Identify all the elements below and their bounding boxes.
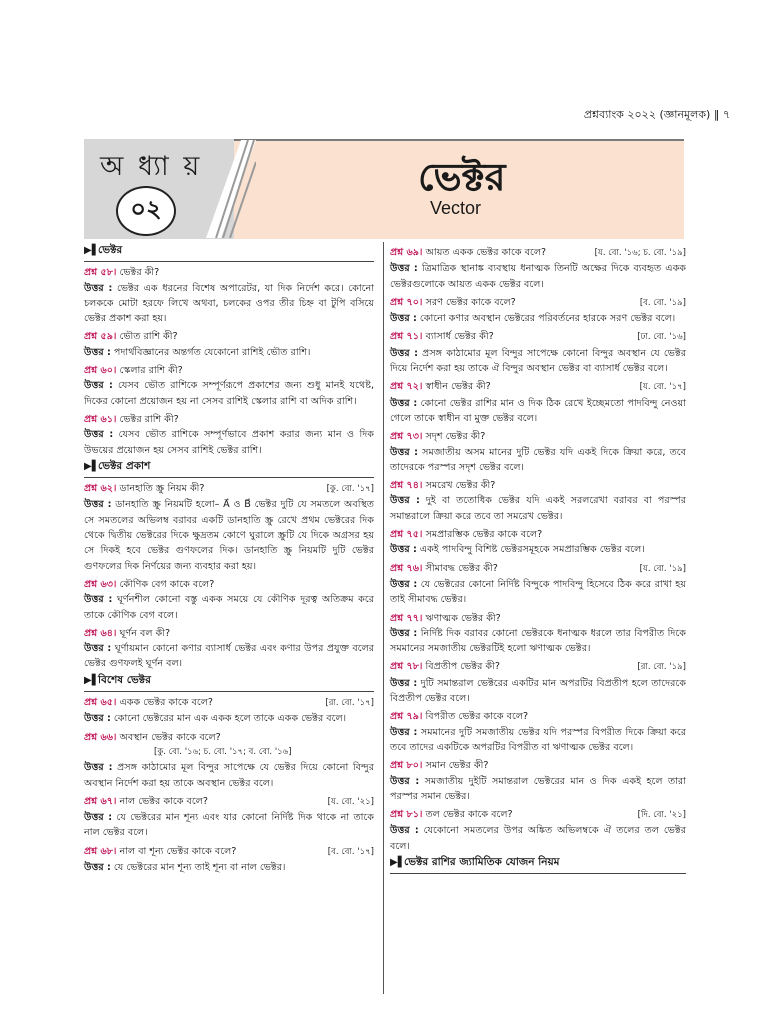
question-text <box>390 245 591 260</box>
section-heading <box>84 243 374 262</box>
answer-text: যে ভেক্টরের মান শূন্য এবং যার কোনো নির্দিষ্ট দিক থাকে না তাকে নাল ভেক্টর বলে। <box>84 812 374 839</box>
answer <box>390 577 686 608</box>
question-number: প্রশ্ন ৭৭। <box>390 612 423 624</box>
question-body: ভেক্টর কী? <box>119 267 160 279</box>
answer-label: উত্তর : <box>390 495 420 507</box>
section-title: ভেক্টর <box>98 244 123 256</box>
answer-text: প্রসঙ্গ কাঠামোর মূল বিন্দুর সাপেক্ষে কোনো বিন্দুর অবস্থান যে ভেক্টর দিয়ে নির্দেশ করা হয় তাকে ঐ বিন্দুর অবস্থান ভেক্টর বা ব্যাসার্ধ ভেক্টর বলে। <box>390 347 686 375</box>
answer-label: উত্তর : <box>390 677 418 689</box>
question-number: প্রশ্ন ৭০। <box>390 296 423 308</box>
question-body: একক ভেক্টর কাকে বলে? <box>119 697 213 709</box>
question <box>84 695 374 711</box>
answer <box>84 378 374 409</box>
answer <box>390 493 686 524</box>
answer <box>84 860 374 875</box>
answer <box>390 445 686 476</box>
question-body: ভৌত রাশি কী? <box>119 331 178 343</box>
question-body: ব্যাসার্ধ ভেক্টর কী? <box>425 331 494 343</box>
question-source: [ঢা. বো. '১৬] <box>637 332 686 343</box>
question-body: বিপ্রতীপ ভেক্টর কী? <box>425 661 500 673</box>
question-number: প্রশ্ন ৫৮। <box>84 267 117 279</box>
answer-text: প্রসঙ্গ কাঠামোর মূল বিন্দুর সাপেক্ষে যে ভেক্টর দিয়ে কোনো বিন্দুর অবস্থান নির্দেশ করা হয় তাকে অবস্থান ভেক্টর বলে। <box>84 762 374 789</box>
question-text <box>84 730 374 745</box>
answer-label: উত্তর : <box>84 812 113 824</box>
question-text <box>390 659 633 674</box>
question <box>390 429 686 444</box>
answer-text: নির্দিষ্ট দিক বরাবর কোনো ভেক্টরকে ধনাত্মক ধরলে তার বিপরীত দিকে সমমানের সমজাতীয় ভেক্টরটিই হলো ঋণাত্মক ভেক্টর। <box>390 627 686 655</box>
answer <box>84 592 374 623</box>
question-body: সদৃশ ভেক্টর কী? <box>425 431 486 443</box>
question-text <box>84 481 323 496</box>
question <box>390 807 686 823</box>
answer-text: যে ভেক্টরের কোনো নির্দিষ্ট বিন্দুকে পাদবিন্দু হিসেবে ঠিক করে রাখা হয় তাই সীমাবদ্ধ ভেক্টর। <box>390 578 686 606</box>
double-arrow-icon: ▶▌ <box>84 245 100 256</box>
answer-text: সমজাতীয় দুইটি সমান্তরাল ভেক্টরের মান ও দিক একই হলে তারা পরস্পর সমান ভেক্টর। <box>390 775 686 802</box>
question <box>390 561 686 577</box>
answer-label: উত্তর : <box>390 347 418 359</box>
question-body: ডানহাতি স্ক্রু নিয়ম কী? <box>119 483 205 495</box>
question-body: ঋণাত্মক ভেক্টর কী? <box>425 612 501 624</box>
double-arrow-icon: ▶▌ <box>84 674 100 686</box>
question-text <box>84 412 374 427</box>
decorative-slashes-icon <box>196 140 256 238</box>
answer-text: যে ভেক্টরের মান শূন্য তাই শূন্য বা নাল ভেক্টর। <box>113 861 286 873</box>
answer-text: যেসব ভৌত রাশিকে সম্পূর্ণভাবে প্রকাশ করার জন্য মান ও দিক উভয়ের প্রয়োজন হয় সেসব রাশিই ভেক্টর রাশি। <box>84 429 374 456</box>
answer <box>390 823 686 854</box>
chapter-number: ০২ <box>116 186 176 236</box>
question-number: প্রশ্ন ৬১। <box>84 413 117 425</box>
answer-text: ত্রিমাত্রিক স্থানাঙ্ক ব্যবস্থায় ধনাত্মক তিনটি অক্ষের দিকে ব্যবহৃত একক ভেক্টরগুলোকে আয়ত একক ভেক্টর বলে। <box>390 263 686 290</box>
answer-label: উত্তর : <box>390 313 417 325</box>
question-text <box>84 577 374 592</box>
question-body: ঘূর্ণন বল কী? <box>119 627 171 639</box>
answer-text: যেকোনো সমতলের উপর অঙ্কিত অভিলম্বকে ঐ তলের তল ভেক্টর বলে। <box>390 825 686 852</box>
question-body: তল ভেক্টর কাকে বলে? <box>425 809 513 821</box>
question-body: নাল ভেক্টর কাকে বলে? <box>119 795 208 807</box>
answer-text: কোনো ভেক্টরের মান এক একক হলে তাকে একক ভেক্টর বলে। <box>113 713 347 725</box>
question-number: প্রশ্ন ৭৩। <box>390 431 423 443</box>
question-body: সমান ভেক্টর কী? <box>425 760 489 772</box>
question-body: সমপ্রারম্ভিক ভেক্টর কাকে বলে? <box>425 529 543 541</box>
section-heading <box>84 459 374 478</box>
question <box>390 329 686 345</box>
answer-label: উত্তর : <box>84 499 112 511</box>
answer <box>390 542 686 557</box>
question-text <box>390 429 686 444</box>
answer-label: উত্তর : <box>84 380 113 392</box>
answer <box>390 311 686 326</box>
left-column <box>84 242 374 875</box>
question-text <box>84 363 374 378</box>
answer <box>84 345 374 360</box>
question <box>390 295 686 311</box>
question-body: নাল বা শূন্য ভেক্টর কাকে বলে? <box>119 845 237 857</box>
question-body: স্বাধীন ভেক্টর কী? <box>425 381 491 393</box>
answer <box>390 396 686 427</box>
question-number: প্রশ্ন ৬৭। <box>84 795 117 807</box>
answer-label: উত্তর : <box>390 446 418 458</box>
answer <box>390 774 686 805</box>
answer-text: পদার্থবিজ্ঞানের অন্তর্গত যেকোনো রাশিই ভৌত রাশি। <box>113 346 311 358</box>
question-source: [য. বো. '১৯] <box>639 563 686 574</box>
question <box>84 481 374 497</box>
section-title: ভেক্টর রাশির জ্যামিতিক যোজন নিয়ম <box>404 855 560 868</box>
answer <box>84 711 374 726</box>
question-body: সরণ ভেক্টর কাকে বলে? <box>425 296 516 308</box>
answer-label: উত্তর : <box>390 825 419 837</box>
answer-text: যেসব ভৌত রাশিকে সম্পূর্ণরূপে প্রকাশের জন্য শুধু মানই যথেষ্ট, দিকের কোনো প্রয়োজন হয় না সেসব রাশিই স্কেলার রাশি বা অদিক রাশি। <box>84 380 374 407</box>
question-number: প্রশ্ন ৭১। <box>390 331 423 343</box>
question-number: প্রশ্ন ৭২। <box>390 381 423 393</box>
question-source: [কু. বো. '১৭] <box>326 484 374 495</box>
question-number: প্রশ্ন ৬২। <box>84 483 117 495</box>
answer-label: উত্তর : <box>84 346 111 358</box>
answer <box>84 760 374 791</box>
question-text <box>84 794 324 809</box>
question-text <box>84 626 374 641</box>
question-text <box>390 478 686 493</box>
section-title: বিশেষ ভেক্টর <box>98 673 151 686</box>
question-source-extra: [কু. বো. '১৬; চ. বো. '১৭; ব. বো. '১৬] <box>154 746 292 757</box>
double-arrow-icon: ▶▌ <box>390 856 406 868</box>
question-text <box>390 527 686 542</box>
question-body: কৌণিক বেগ কাকে বলে? <box>119 578 215 590</box>
question-number: প্রশ্ন ৭৫। <box>390 529 423 541</box>
question-source: [য. বো. '১৬; চ. বো. '১৯] <box>594 248 686 258</box>
question-text <box>390 758 686 773</box>
answer-label: উত্তর : <box>390 627 418 639</box>
answer <box>390 626 686 657</box>
question-number: প্রশ্ন ৭৯। <box>390 711 423 723</box>
chapter-subtitle: Vector <box>430 198 482 218</box>
answer-text: দুই বা ততোধিক ভেক্টর যদি একই সরলরেখা বরাবর বা পরস্পর সমান্তরালে ক্রিয়া করে তবে তা সমরেখ ভেক্টর। <box>390 495 686 522</box>
question-number: প্রশ্ন ৬৩। <box>84 578 117 590</box>
answer-label: উত্তর : <box>390 544 417 556</box>
answer-label: উত্তর : <box>390 726 418 738</box>
running-head: প্রশ্নব্যাংক ২০২২ (জ্ঞানমূলক) ‖ ৭ <box>583 108 730 121</box>
answer-text: ঘূর্ণায়মান কোনো কণার ব্যাসার্ধ ভেক্টর এবং কণার উপর প্রযুক্ত বলের ভেক্টর গুণফলই ঘূর্ণন বল। <box>84 643 374 670</box>
question-number: প্রশ্ন ৬০। <box>84 365 117 377</box>
answer <box>390 676 686 707</box>
answer <box>390 346 686 377</box>
question-text <box>84 695 321 710</box>
question-number: প্রশ্ন ৬৯। <box>390 247 423 258</box>
question <box>390 758 686 773</box>
answer-label: উত্তর : <box>84 861 111 873</box>
question <box>390 478 686 493</box>
answer-label: উত্তর : <box>84 282 113 294</box>
question-text <box>84 265 374 280</box>
answer-text: একই পাদবিন্দু বিশিষ্ট ভেক্টরসমূহকে সমপ্রারম্ভিক ভেক্টর বলে। <box>419 544 645 556</box>
question-number: প্রশ্ন ৬৪। <box>84 627 117 639</box>
question-text <box>390 611 686 626</box>
answer <box>84 497 374 573</box>
answer <box>84 641 374 672</box>
answer-text: সমজাতীয় অসম মানের দুটি ভেক্টর যদি একই দিকে ক্রিয়া করে, তবে তাদেরকে পরস্পর সদৃশ ভেক্টর বলে। <box>390 446 686 473</box>
answer-label: উত্তর : <box>84 762 113 774</box>
question-text <box>84 329 374 344</box>
question <box>84 730 374 745</box>
question <box>84 329 374 344</box>
question-text <box>390 295 636 310</box>
answer <box>84 810 374 841</box>
question-body: আয়ত একক ভেক্টর কাকে বলে? <box>425 247 547 258</box>
question-number: প্রশ্ন ৮১। <box>390 809 423 821</box>
question <box>390 245 686 261</box>
answer <box>84 281 374 327</box>
question-source: [ব. বো. '১৭] <box>327 846 374 857</box>
question <box>84 577 374 592</box>
question <box>84 412 374 427</box>
question <box>84 363 374 378</box>
question-number: প্রশ্ন ৭৪। <box>390 480 423 492</box>
question-source: [য. বো. '২১] <box>327 796 374 807</box>
answer <box>390 725 686 756</box>
question <box>84 794 374 810</box>
answer-label: উত্তর : <box>84 594 113 606</box>
question-number: প্রশ্ন ৮০। <box>390 760 423 772</box>
answer-label: উত্তর : <box>84 713 111 725</box>
answer-label: উত্তর : <box>390 397 418 409</box>
question-number: প্রশ্ন ৭৮। <box>390 661 423 673</box>
section-heading <box>84 673 374 692</box>
answer-text: কোনো কণার অবস্থান ভেক্টরের পরিবর্তনের হারকে সরণ ভেক্টর বলে। <box>419 313 676 325</box>
answer <box>84 427 374 458</box>
question-body: বিপরীত ভেক্টর কাকে বলে? <box>425 711 529 723</box>
question <box>390 611 686 626</box>
question-number: প্রশ্ন ৬৮। <box>84 845 117 857</box>
question-text <box>390 379 636 394</box>
answer-text: কোনো ভেক্টর রাশির মান ও দিক ঠিক রেখে ইচ্ছেমতো পাদবিন্দু নেওয়া গেলে তাকে স্বাধীন বা মুক্ত ভেক্টর বলে। <box>390 397 686 424</box>
column-divider <box>383 242 384 994</box>
section-heading <box>390 855 686 874</box>
question-number: প্রশ্ন ৫৯। <box>84 331 117 343</box>
right-column <box>390 242 686 877</box>
question-source: [রা. বো. '১৭] <box>325 698 374 709</box>
answer <box>390 261 686 292</box>
question-number: প্রশ্ন ৬৫। <box>84 697 117 709</box>
answer-label: উত্তর : <box>390 263 418 275</box>
question <box>390 709 686 724</box>
question-body: সমরেখ ভেক্টর কী? <box>425 480 496 492</box>
answer-label: উত্তর : <box>84 643 112 655</box>
section-title: ভেক্টর প্রকাশ <box>98 459 151 472</box>
answer-text: ভেক্টর এক ধরনের বিশেষ অপারেটর, যা দিক নির্দেশ করে। কোনো চলককে মোটা হরফে লিখে অথবা, চলকের ওপর তীর চিহ্ন বা টুপি বসিয়ে ভেক্টর প্রকাশ করা হয়। <box>84 282 374 325</box>
question-body: স্কেলার রাশি কী? <box>119 365 183 377</box>
question-body: সীমাবদ্ধ ভেক্টর কী? <box>425 562 498 574</box>
question-body: ভেক্টর রাশি কী? <box>119 413 179 425</box>
question-text <box>390 329 633 344</box>
question <box>390 379 686 395</box>
question-body: অবস্থান ভেক্টর কাকে বলে? <box>119 731 221 743</box>
question-text <box>390 561 636 576</box>
question-number: প্রশ্ন ৭৬। <box>390 562 423 574</box>
answer-text: দুটি সমান্তরাল ভেক্টরের একটির মান অপরটির বিপ্রতীপ হলে তাদেরকে বিপ্রতীপ ভেক্টর বলে। <box>390 677 686 705</box>
answer-text: ডানহাতি স্ক্রু নিয়মটি হলো– A⃗ ও B⃗ ভেক্টর দুটি যে সমতলে অবস্থিত সে সমতলের অভিলম্ব বরাবর একটি ডানহাতি স্ক্রু রেখে প্রথম ভেক্টরের দিক থেকে দ্বিতীয় ভেক্টরের দিকে ক্ষুদ্রতম কোণে ঘুরালে স্ক্রুটি যে দিকে অগ্রসর হয় সে দিকই হবে ভেক্টর গুণফলের দিক। ডানহাতি স্ক্রু নিয়মটি দুটি ভেক্টর গুণফলের দিক নির্ণয়ের জন্য ব্যবহার করা হয়। <box>84 499 374 572</box>
question <box>84 844 374 860</box>
answer-label: উত্তর : <box>84 429 114 441</box>
question-source: [য. বো. '১৭] <box>639 382 686 393</box>
question-text <box>390 807 634 822</box>
question-source: [ব. বো. '১৯] <box>639 297 686 308</box>
chapter-word: অ ধ্যা য় <box>100 151 203 182</box>
answer-label: উত্তর : <box>390 775 420 787</box>
question <box>84 626 374 641</box>
question-text <box>84 844 324 859</box>
question <box>390 659 686 675</box>
question <box>84 265 374 280</box>
question-source: [রা. বো. '১৯] <box>637 662 686 673</box>
question-number: প্রশ্ন ৬৬। <box>84 731 117 743</box>
answer-text: সমমানের দুটি সমজাতীয় ভেক্টর যদি পরস্পর বিপরীত দিকে ক্রিয়া করে তবে তাদের একটিকে অপরটির বিপরীত বা ঋণাত্মক ভেক্টর বলে। <box>390 726 686 753</box>
question <box>390 527 686 542</box>
answer-text: ঘূর্ণনশীল কোনো বস্তু একক সময়ে যে কৌণিক দূরত্ব অতিক্রম করে তাকে কৌণিক বেগ বলে। <box>84 594 374 621</box>
answer-label: উত্তর : <box>390 578 418 590</box>
double-arrow-icon: ▶▌ <box>84 460 100 472</box>
question-text <box>390 709 686 724</box>
chapter-title: ভেক্টর <box>418 154 506 199</box>
question-source: [দি. বো. '২১] <box>637 810 686 821</box>
